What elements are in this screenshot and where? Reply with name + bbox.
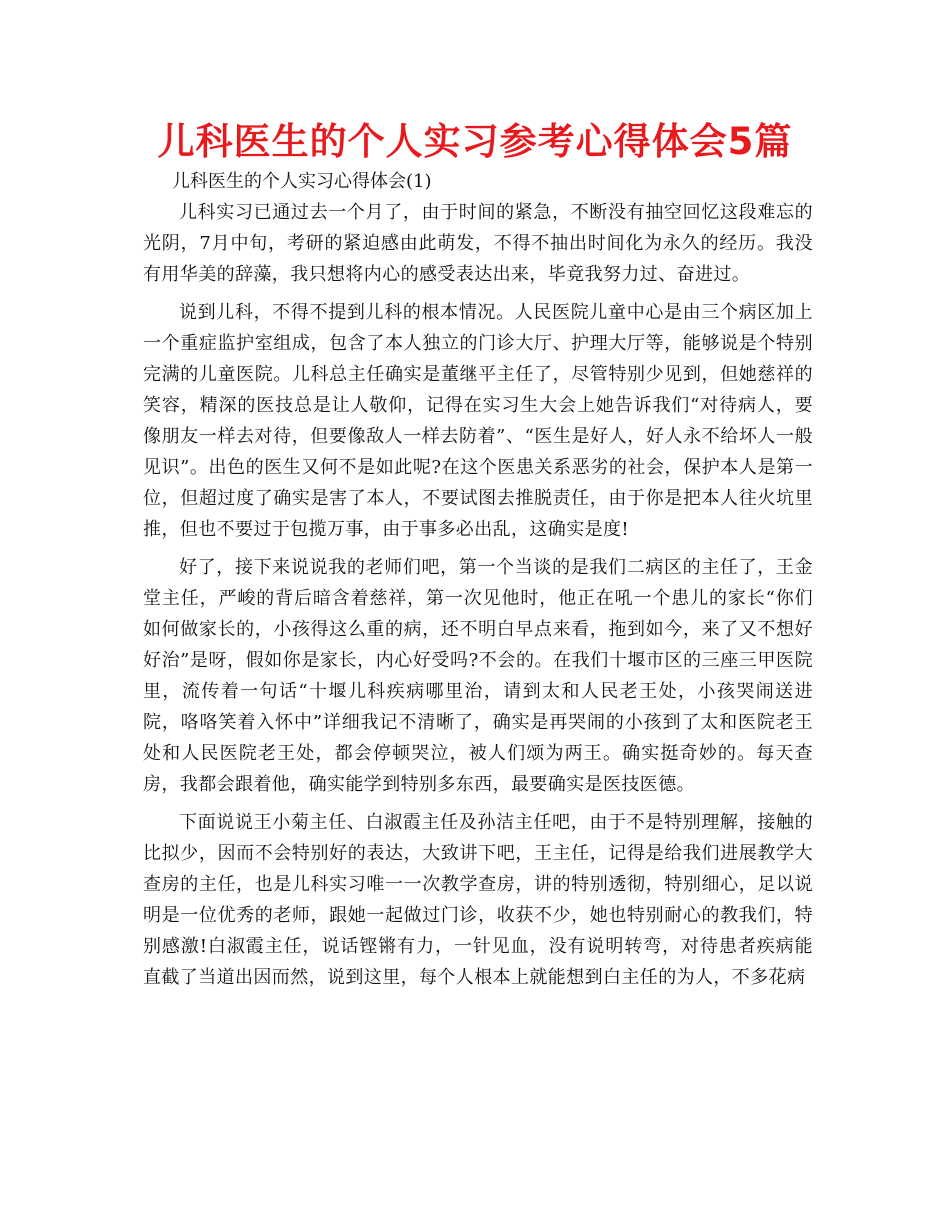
paragraph: 说到儿科，不得不提到儿科的根本情况。人民医院儿童中心是由三个病区加上一个重症监护室组成，包含了本人独立的门诊大厅、护理大厅等，能够说是个特别完满的儿童医院。儿科总主任确实是董继平主任了，尽管特别少见到，但她慈祥的笑容，精深的医技总是让人敬仰，记得在实习生大会上她告诉我们“对待病人，要像朋友一样去对待，但要像敌人一样去防着”、“医生是好人，好人永不给坏人一般见识”。出色的医生又何不是如此呢?在这个医患关系恶劣的社会，保护本人是第一位，但超过度了确实是害了本人，不要试图去推脱责任，由于你是把本人往火坑里推，但也不要过于包揽万事，由于事多必出乱，这确实是度! [143,302,813,540]
document-body [143,197,813,1000]
paragraph: 好了，接下来说说我的老师们吧，第一个当谈的是我们二病区的主任了，王金堂主任，严峻的背后暗含着慈祥，第一次见他时，他正在吼一个患儿的家长“你们如何做家长的，小孩得这么重的病，还不明白早点来看，拖到如今，来了又不想好好治”是呀，假如你是家长，内心好受吗?不会的。在我们十堰市区的三座三甲医院里，流传着一句话“十堰儿科疾病哪里治，请到太和人民老王处，小孩哭闹送进院，咯咯笑着入怀中”详细我记不清晰了，确实是再哭闹的小孩到了太和医院老王处和人民医院老王处，都会停顿哭泣，被人们颂为两王。确实挺奇妙的。每天查房，我都会跟着他，确实能学到特别多东西，最要确实是医技医德。 [143,557,813,795]
paragraph: 下面说说王小菊主任、白淑霞主任及孙洁主任吧，由于不是特别理解，接触的比拟少，因而不会特别好的表达，大致讲下吧，王主任，记得是给我们进展教学大查房的主任，也是儿科实习唯一一次教学查房，讲的特别透彻，特别细心，足以说明是一位优秀的老师，跟她一起做过门诊，收获不少，她也特别耐心的教我们，特别感激!白淑霞主任，说话铿锵有力，一针见血，没有说明转弯，对待患者疾病能直截了当道出因而然，说到这里，每个人根本上就能想到白主任的为人，不多花病 [143,812,813,988]
document-title: 儿科医生的个人实习参考心得体会5篇 [157,120,793,163]
section-subtitle: 儿科医生的个人实习心得体会(1) [172,171,432,192]
paragraph: 儿科实习已通过去一个月了，由于时间的紧急，不断没有抽空回忆这段难忘的光阴，7月中旬，考研的紧迫感由此萌发，不得不抽出时间化为永久的经历。我没有用华美的辞藻，我只想将内心的感受表达出来，毕竟我努力过、奋进过。 [143,202,813,285]
